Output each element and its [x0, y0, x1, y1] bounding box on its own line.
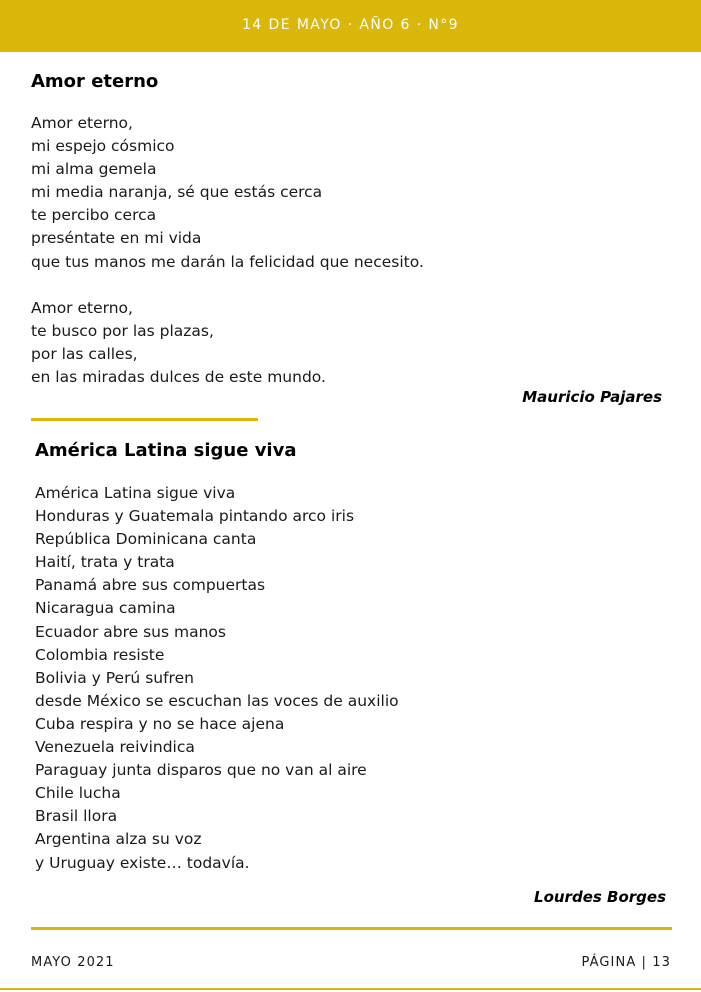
footer-page-number: PÁGINA | 13	[581, 955, 671, 970]
poem-line: te percibo cerca	[31, 206, 157, 225]
footer-divider	[31, 927, 672, 930]
poem-line: Nicaragua camina	[35, 599, 176, 618]
poem-line: preséntate en mi vida	[31, 229, 202, 248]
poem-line: mi espejo cósmico	[31, 137, 175, 156]
bottom-edge-rule	[0, 988, 701, 990]
poem-line: Paraguay junta disparos que no van al aire	[35, 761, 367, 780]
poem-line: desde México se escuchan las voces de auxilio	[35, 691, 399, 710]
poem-title: América Latina sigue viva	[35, 440, 297, 461]
poem-line: mi media naranja, sé que estás cerca	[31, 183, 323, 202]
section-divider	[31, 418, 258, 421]
poem-line: Haití, trata y trata	[35, 553, 175, 572]
poem-line: Argentina alza su voz	[35, 830, 202, 849]
poem-line: y Uruguay existe… todavía.	[35, 853, 250, 872]
poem-line: te busco por las plazas,	[31, 321, 214, 340]
poem-line: en las miradas dulces de este mundo.	[31, 368, 326, 387]
poem-line: Panamá abre sus compuertas	[35, 576, 266, 595]
poem-line: mi alma gemela	[31, 160, 157, 179]
poem-line: por las calles,	[31, 344, 138, 363]
poem-author: Lourdes Borges	[534, 888, 666, 906]
poem-line: Bolivia y Perú sufren	[35, 668, 194, 687]
poem-line: Amor eterno,	[31, 298, 133, 317]
poem-line: Ecuador abre sus manos	[35, 622, 226, 641]
poem-body	[35, 482, 399, 875]
poem-line: que tus manos me darán la felicidad que necesito.	[31, 252, 424, 271]
poem-author: Mauricio Pajares	[522, 388, 662, 406]
poem-title: Amor eterno	[31, 71, 159, 92]
footer-date: MAYO 2021	[31, 955, 115, 970]
poem-line: Brasil llora	[35, 807, 118, 826]
stanza-break	[31, 274, 424, 297]
poem-line: América Latina sigue viva	[35, 484, 236, 502]
poem-line: Venezuela reivindica	[35, 738, 195, 757]
poem-line: Colombia resiste	[35, 645, 165, 664]
poem-line: Honduras y Guatemala pintando arco iris	[35, 507, 355, 526]
issue-header-bar	[0, 0, 701, 52]
poem-line: Cuba respira y no se hace ajena	[35, 714, 285, 733]
issue-line: 14 DE MAYO · AÑO 6 · N°9	[242, 17, 459, 33]
poem-line: Amor eterno,	[31, 114, 133, 132]
poem-body	[31, 112, 424, 389]
poem-line: República Dominicana canta	[35, 530, 257, 549]
poem-line: Chile lucha	[35, 784, 121, 803]
